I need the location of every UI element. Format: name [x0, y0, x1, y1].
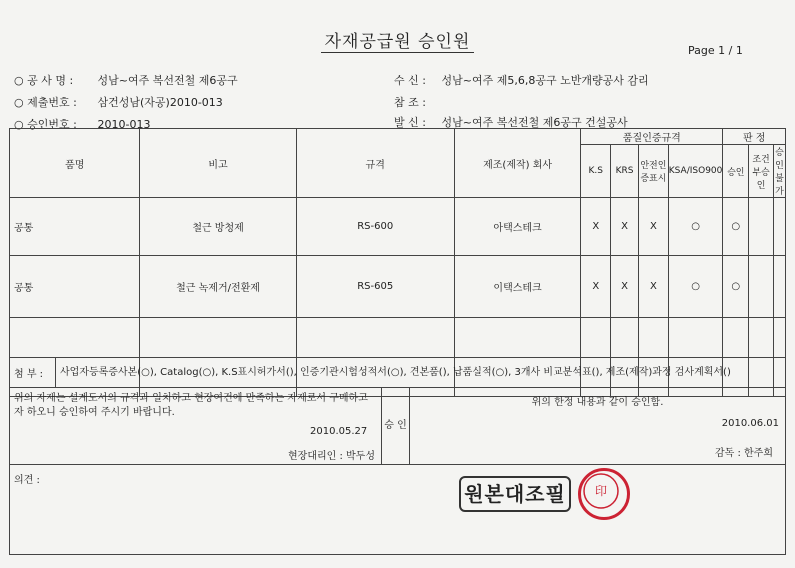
row-reject — [773, 198, 785, 256]
row-cond — [749, 256, 774, 318]
col-spec: 규격 — [296, 129, 454, 198]
attachment-label: 첨 부 : — [10, 358, 56, 388]
opinion-table — [9, 464, 786, 555]
approval-label: 승 인 — [382, 388, 410, 465]
col-krs: KRS — [611, 145, 639, 198]
document-title: 자재공급원 승인원 — [0, 27, 795, 52]
col-cert-group: 품질인증규격 — [581, 129, 723, 145]
row-ks: X — [581, 256, 611, 318]
table-row — [10, 256, 786, 318]
row-safety: X — [639, 198, 669, 256]
attachment-table — [9, 357, 786, 388]
row-safety: X — [639, 256, 669, 318]
col-ks: K.S — [581, 145, 611, 198]
site-agent: 현장대리인 : 박두성 — [288, 451, 376, 462]
row-approve: ○ — [723, 198, 749, 256]
attachment-list: 사업자등록증사본(○), Catalog(○), K.S표시허가서(), 인증기관시험성적서(○), 견본품(), 납품실적(○), 3개사 비교분석표(), 제조(제작)과정 검사계획서() — [56, 358, 786, 388]
project-name-value: 성남~여주 복선전철 제6공구 — [97, 74, 238, 87]
col-cond-approve: 조건부승인 — [749, 145, 774, 198]
submission-no-value: 삼건성남(자공)2010-013 — [97, 96, 223, 109]
row-item: 공통 — [10, 256, 140, 318]
row-ksa: ○ — [668, 198, 723, 256]
col-safety: 안전인증표시 — [639, 145, 669, 198]
row-item: 공통 — [10, 198, 140, 256]
approval-no-value: 2010-013 — [97, 118, 151, 131]
col-approve: 승인 — [723, 145, 749, 198]
seal-glyph: 印 — [594, 484, 608, 498]
request-text: 위의 자재는 설계도서의 규격과 일치하고 현장여건에 만족하는 자재로서 구매하고자 하오니 승인하여 주시기 바랍니다. — [14, 393, 368, 418]
col-note: 비고 — [140, 129, 296, 198]
row-ksa: ○ — [668, 256, 723, 318]
opinion-label: 의견 : — [14, 475, 40, 486]
row-maker: 이택스테크 — [454, 256, 581, 318]
submission-no-label: ○ 제출번호 : — [14, 96, 77, 109]
row-cond — [749, 198, 774, 256]
row-note: 철근 녹제거/전환제 — [140, 256, 296, 318]
approval-table — [9, 387, 786, 465]
table-row — [10, 198, 786, 256]
approval-date: 2010.06.01 — [721, 418, 779, 429]
request-date: 2010.05.27 — [310, 426, 368, 437]
official-seal — [578, 468, 630, 520]
approval-no-label: ○ 승인번호 : — [14, 118, 77, 131]
row-maker: 아택스테크 — [454, 198, 581, 256]
col-reject: 승인불가 — [773, 145, 785, 198]
approval-cell — [410, 388, 786, 465]
col-judge-group: 판 정 — [723, 129, 786, 145]
col-maker: 제조(제작) 회사 — [454, 129, 581, 198]
submission-no-row — [14, 94, 223, 110]
row-krs: X — [611, 256, 639, 318]
project-name-label: ○ 공 사 명 : — [14, 74, 74, 87]
sender-value: 성남~여주 복선전철 제6공구 건설공사 — [441, 116, 628, 129]
project-name-row — [14, 72, 238, 88]
reference-row — [394, 94, 438, 110]
request-cell — [10, 388, 382, 465]
opinion-cell — [10, 465, 786, 555]
recipient-row — [394, 72, 649, 88]
sender-label: 발 신 : — [394, 116, 426, 129]
recipient-value: 성남~여주 제5,6,8공구 노반개량공사 감리 — [441, 74, 649, 87]
col-item: 품명 — [10, 129, 140, 198]
supervisor: 감독 : 한주희 — [714, 448, 773, 459]
row-spec: RS-600 — [296, 198, 454, 256]
original-copy-stamp: 원본대조필 — [459, 476, 571, 512]
col-ksa: KSA/ISO900 — [668, 145, 723, 198]
row-krs: X — [611, 198, 639, 256]
reference-label: 참 조 : — [394, 96, 426, 109]
approval-text: 위의 한정 내용과 같이 승인함. — [531, 397, 664, 408]
row-spec: RS-605 — [296, 256, 454, 318]
recipient-label: 수 신 : — [394, 74, 426, 87]
row-note: 철근 방청제 — [140, 198, 296, 256]
row-reject — [773, 256, 785, 318]
page-number: Page 1 / 1 — [688, 44, 743, 57]
row-approve: ○ — [723, 256, 749, 318]
row-ks: X — [581, 198, 611, 256]
